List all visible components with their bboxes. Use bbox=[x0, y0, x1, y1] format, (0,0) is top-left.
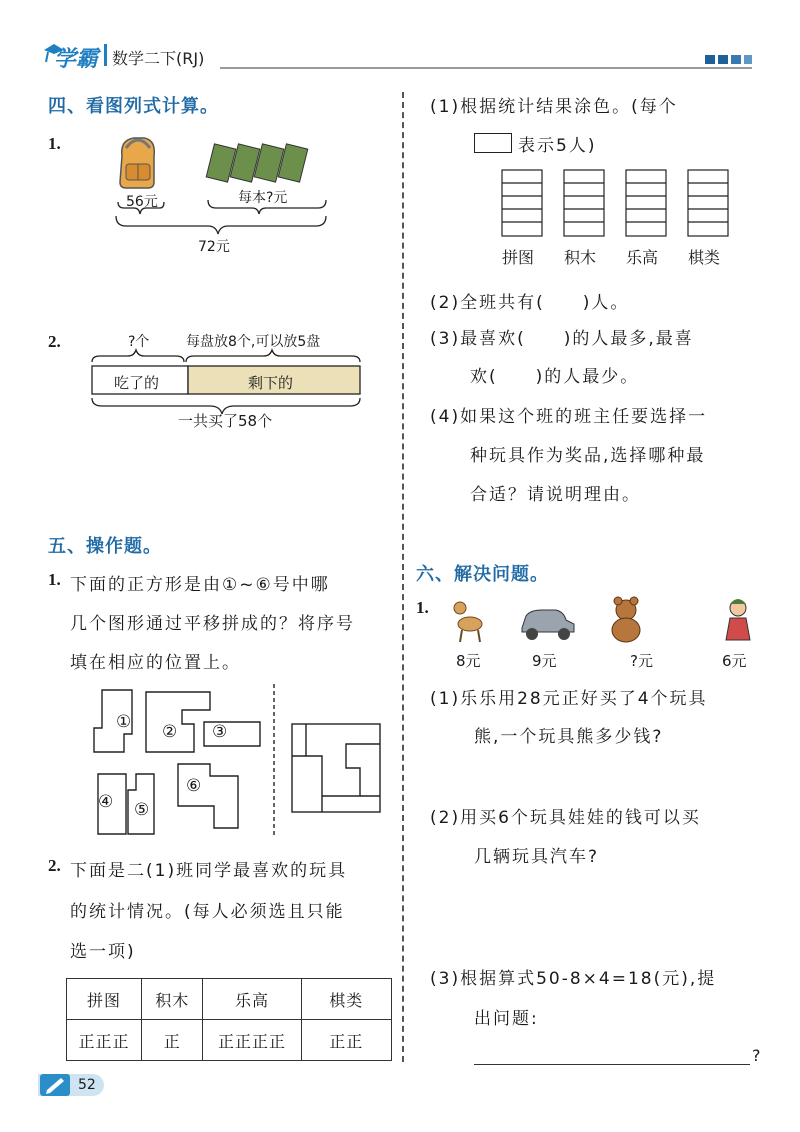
p2-text: (2)全班共有( )人。 bbox=[430, 293, 630, 313]
p4-line3: 合适？请说明理由。 bbox=[470, 485, 641, 505]
table-cell: 正 bbox=[141, 1020, 202, 1061]
s3-line2: 出问题: bbox=[474, 1009, 539, 1029]
subject-title: 数学二下(RJ) bbox=[112, 49, 205, 68]
car-icon bbox=[522, 610, 574, 640]
target-split bbox=[306, 724, 380, 796]
p4-line1: (4)如果这个班的班主任要选择一 bbox=[430, 407, 708, 427]
brand-divider bbox=[104, 44, 107, 66]
table-row bbox=[67, 1020, 392, 1061]
tally-table bbox=[66, 978, 392, 1061]
backpack-icon bbox=[120, 138, 154, 188]
bear-icon bbox=[612, 597, 640, 642]
shape-6 bbox=[178, 764, 238, 828]
table-cell: 正正正 bbox=[67, 1020, 142, 1061]
table-row bbox=[67, 979, 392, 1020]
p1-line1: (1)根据统计结果涂色。(每个 bbox=[430, 97, 678, 117]
brace-total bbox=[116, 216, 326, 234]
q2-left-label: 剩下的 bbox=[248, 374, 294, 392]
s1-line1: (1)乐乐用28元正好买了4个玩具 bbox=[430, 689, 708, 709]
shape-label-1: ① bbox=[116, 712, 132, 732]
table-header: 拼图 bbox=[67, 979, 142, 1020]
op1-number: 1. bbox=[48, 570, 61, 589]
column-divider bbox=[402, 92, 404, 1062]
bar-label: 乐高 bbox=[626, 248, 659, 267]
shape-label-5: ⑤ bbox=[134, 800, 150, 820]
section-4-title: 四、看图列式计算。 bbox=[48, 96, 219, 117]
op2-line2: 的统计情况。(每人必须选且只能 bbox=[70, 902, 345, 922]
books-icon bbox=[206, 144, 308, 182]
table-header: 棋类 bbox=[301, 979, 391, 1020]
op2-line1: 下面是二(1)班同学最喜欢的玩具 bbox=[70, 861, 348, 881]
deer-icon bbox=[454, 602, 482, 642]
shape-label-3: ③ bbox=[212, 722, 228, 742]
shape-label-6: ⑥ bbox=[186, 776, 202, 796]
p3-line1: (3)最喜欢( )的人最多,最喜 bbox=[430, 329, 694, 349]
op1-line3: 填在相应的位置上。 bbox=[70, 653, 241, 673]
table-header: 乐高 bbox=[203, 979, 301, 1020]
s1-line2: 熊,一个玩具熊多少钱? bbox=[474, 727, 664, 747]
target-square bbox=[292, 724, 380, 812]
s-q1-number: 1. bbox=[416, 598, 429, 617]
section-6-title: 六、解决问题。 bbox=[416, 564, 549, 585]
toy-price-car: 9元 bbox=[532, 652, 557, 670]
op2-number: 2. bbox=[48, 856, 61, 875]
q2-unknown: ?个 bbox=[128, 334, 150, 350]
s2-line2: 几辆玩具汽车? bbox=[474, 847, 600, 867]
p4-line2: 种玩具作为奖品,选择哪种最 bbox=[470, 446, 706, 466]
q1-bag-price: 56元 bbox=[126, 194, 158, 210]
p1-line2: 表示5人) bbox=[518, 136, 597, 156]
q1-book-price: 每本?元 bbox=[238, 190, 288, 206]
q1-total: 72元 bbox=[198, 239, 230, 255]
toys-illustration bbox=[446, 594, 766, 646]
p3-line2: 欢( )的人最少。 bbox=[470, 367, 640, 387]
toy-price-deer: 8元 bbox=[456, 652, 481, 670]
table-header: 积木 bbox=[141, 979, 202, 1020]
q2-number: 2. bbox=[48, 332, 61, 351]
toy-price-doll: 6元 bbox=[722, 652, 747, 670]
brand-logo: 学霸 bbox=[54, 47, 99, 72]
q2-eaten-label: 吃了的 bbox=[114, 374, 160, 392]
bar-label: 拼图 bbox=[502, 248, 535, 267]
answer-line[interactable] bbox=[474, 1064, 750, 1065]
pencil-icon bbox=[38, 1072, 72, 1098]
page-number: 52 bbox=[78, 1077, 96, 1093]
header-bar bbox=[40, 40, 752, 72]
shape-label-4: ④ bbox=[98, 792, 114, 812]
op1-line2: 几个图形通过平移拼成的？将序号 bbox=[70, 614, 355, 634]
s3-line1: (3)根据算式50-8×4=18(元),提 bbox=[430, 969, 717, 989]
unit-square-icon bbox=[474, 133, 512, 153]
op1-line1: 下面的正方形是由①~⑥号中哪 bbox=[70, 575, 330, 595]
bar-label: 棋类 bbox=[688, 248, 721, 267]
toy-price-bear: ?元 bbox=[630, 652, 653, 670]
section-5-title: 五、操作题。 bbox=[48, 536, 162, 557]
q1-diagram bbox=[112, 128, 342, 246]
q2-desc: 每盘放8个,可以放5盘 bbox=[186, 334, 321, 350]
bar-label: 积木 bbox=[564, 248, 597, 267]
shape-2 bbox=[146, 692, 210, 752]
op2-line3: 选一项) bbox=[70, 942, 136, 962]
bar-grid bbox=[498, 168, 738, 240]
q2-total: 一共买了58个 bbox=[178, 412, 273, 430]
answer-end-mark: ? bbox=[752, 1046, 761, 1065]
shape-label-2: ② bbox=[162, 722, 178, 742]
s2-line1: (2)用买6个玩具娃娃的钱可以买 bbox=[430, 808, 701, 828]
q1-number: 1. bbox=[48, 134, 61, 153]
table-cell: 正正正正 bbox=[203, 1020, 301, 1061]
table-cell: 正正 bbox=[301, 1020, 391, 1061]
doll-icon bbox=[726, 599, 750, 640]
